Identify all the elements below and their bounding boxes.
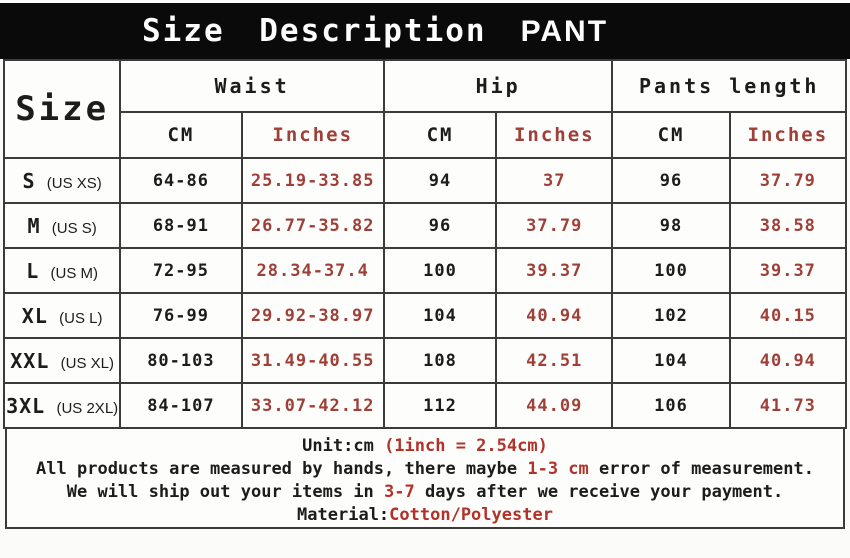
- us-size-label: (US M): [50, 264, 99, 282]
- length-cm-header: CM: [612, 112, 729, 158]
- shipping-note-post: days after we receive your payment.: [425, 482, 784, 502]
- size-label: 3XL: [6, 393, 46, 418]
- hip-inches-cell: 42.51: [496, 338, 612, 383]
- length-cm-cell: 106: [612, 383, 729, 428]
- size-chart-table: [3, 59, 847, 429]
- shipping-note-pre: We will ship out your items in: [66, 482, 374, 502]
- length-inches-cell: 38.58: [730, 203, 846, 248]
- size-label: L: [26, 258, 40, 283]
- hip-cm-cell: 108: [384, 338, 496, 383]
- size-label: S: [22, 168, 36, 193]
- material-note-label: Material:: [297, 505, 390, 525]
- size-cell: [4, 203, 120, 248]
- table-row: [4, 338, 846, 383]
- us-size-label: (US 2XL): [56, 399, 119, 417]
- hip-cm-cell: 100: [384, 248, 496, 293]
- hip-cm-cell: 112: [384, 383, 496, 428]
- measurement-note-pre: All products are measured by hands, there maybe: [36, 459, 518, 479]
- us-size-label: (US XS): [46, 174, 102, 192]
- hip-cm-header: CM: [384, 112, 496, 158]
- waist-cm-cell: 76-99: [120, 293, 241, 338]
- length-cm-cell: 98: [612, 203, 729, 248]
- size-cell: [4, 383, 120, 428]
- us-size-label: (US S): [51, 219, 97, 237]
- title-banner: [0, 3, 850, 59]
- table-row: [4, 158, 846, 203]
- length-inches-cell: 40.94: [730, 338, 846, 383]
- waist-inches-cell: 33.07-42.12: [242, 383, 384, 428]
- waist-cm-cell: 72-95: [120, 248, 241, 293]
- hip-inches-cell: 37: [496, 158, 612, 203]
- title-banner-inner: [142, 13, 608, 49]
- length-inches-cell: 37.79: [730, 158, 846, 203]
- us-size-label: (US L): [59, 309, 103, 327]
- hip-cm-cell: 104: [384, 293, 496, 338]
- size-label: XXL: [10, 348, 50, 373]
- length-cm-cell: 102: [612, 293, 729, 338]
- measurement-note-error-range: 1-3 cm: [527, 459, 589, 479]
- us-size-label: (US XL): [60, 354, 114, 372]
- hip-inches-cell: 39.37: [496, 248, 612, 293]
- notes-panel: [5, 429, 845, 529]
- material-note: [7, 504, 843, 527]
- waist-cm-cell: 84-107: [120, 383, 241, 428]
- waist-inches-header: Inches: [242, 112, 384, 158]
- length-inches-cell: 39.37: [730, 248, 846, 293]
- waist-inches-cell: 29.92-38.97: [242, 293, 384, 338]
- waist-inches-cell: 25.19-33.85: [242, 158, 384, 203]
- waist-inches-cell: 26.77-35.82: [242, 203, 384, 248]
- hip-group-header: Hip: [384, 60, 613, 112]
- waist-cm-header: CM: [120, 112, 241, 158]
- size-column-header: Size: [4, 60, 120, 158]
- size-cell: [4, 248, 120, 293]
- shipping-note: [7, 481, 843, 504]
- table-row: [4, 248, 846, 293]
- waist-inches-cell: 31.49-40.55: [242, 338, 384, 383]
- waist-cm-cell: 68-91: [120, 203, 241, 248]
- size-cell: [4, 158, 120, 203]
- unit-note-label: Unit:cm: [302, 436, 374, 456]
- unit-header-row: [4, 112, 846, 158]
- table-row: [4, 293, 846, 338]
- waist-cm-cell: 64-86: [120, 158, 241, 203]
- hip-cm-cell: 96: [384, 203, 496, 248]
- length-cm-cell: 100: [612, 248, 729, 293]
- length-cm-cell: 104: [612, 338, 729, 383]
- waist-group-header: Waist: [120, 60, 384, 112]
- unit-note-conversion: (1inch = 2.54cm): [384, 436, 548, 456]
- hip-inches-cell: 44.09: [496, 383, 612, 428]
- size-cell: [4, 293, 120, 338]
- material-note-value: Cotton/Polyester: [389, 505, 553, 525]
- measurement-note: [7, 458, 843, 481]
- length-inches-cell: 40.15: [730, 293, 846, 338]
- shipping-note-days: 3-7: [384, 482, 415, 502]
- hip-inches-cell: 40.94: [496, 293, 612, 338]
- unit-note: [7, 435, 843, 458]
- length-inches-cell: 41.73: [730, 383, 846, 428]
- hip-cm-cell: 94: [384, 158, 496, 203]
- pants-length-group-header: Pants length: [612, 60, 846, 112]
- hip-inches-cell: 37.79: [496, 203, 612, 248]
- waist-cm-cell: 80-103: [120, 338, 241, 383]
- size-cell: [4, 338, 120, 383]
- length-inches-header: Inches: [730, 112, 846, 158]
- table-row: [4, 203, 846, 248]
- size-label: XL: [21, 303, 48, 328]
- measurement-note-post: error of measurement.: [599, 459, 814, 479]
- page-title: Size Description: [141, 13, 487, 49]
- length-cm-cell: 96: [612, 158, 729, 203]
- page-subtitle: PANT: [520, 15, 609, 48]
- hip-inches-header: Inches: [496, 112, 612, 158]
- table-row: [4, 383, 846, 428]
- waist-inches-cell: 28.34-37.4: [242, 248, 384, 293]
- size-label: M: [27, 213, 41, 238]
- group-header-row: [4, 60, 846, 112]
